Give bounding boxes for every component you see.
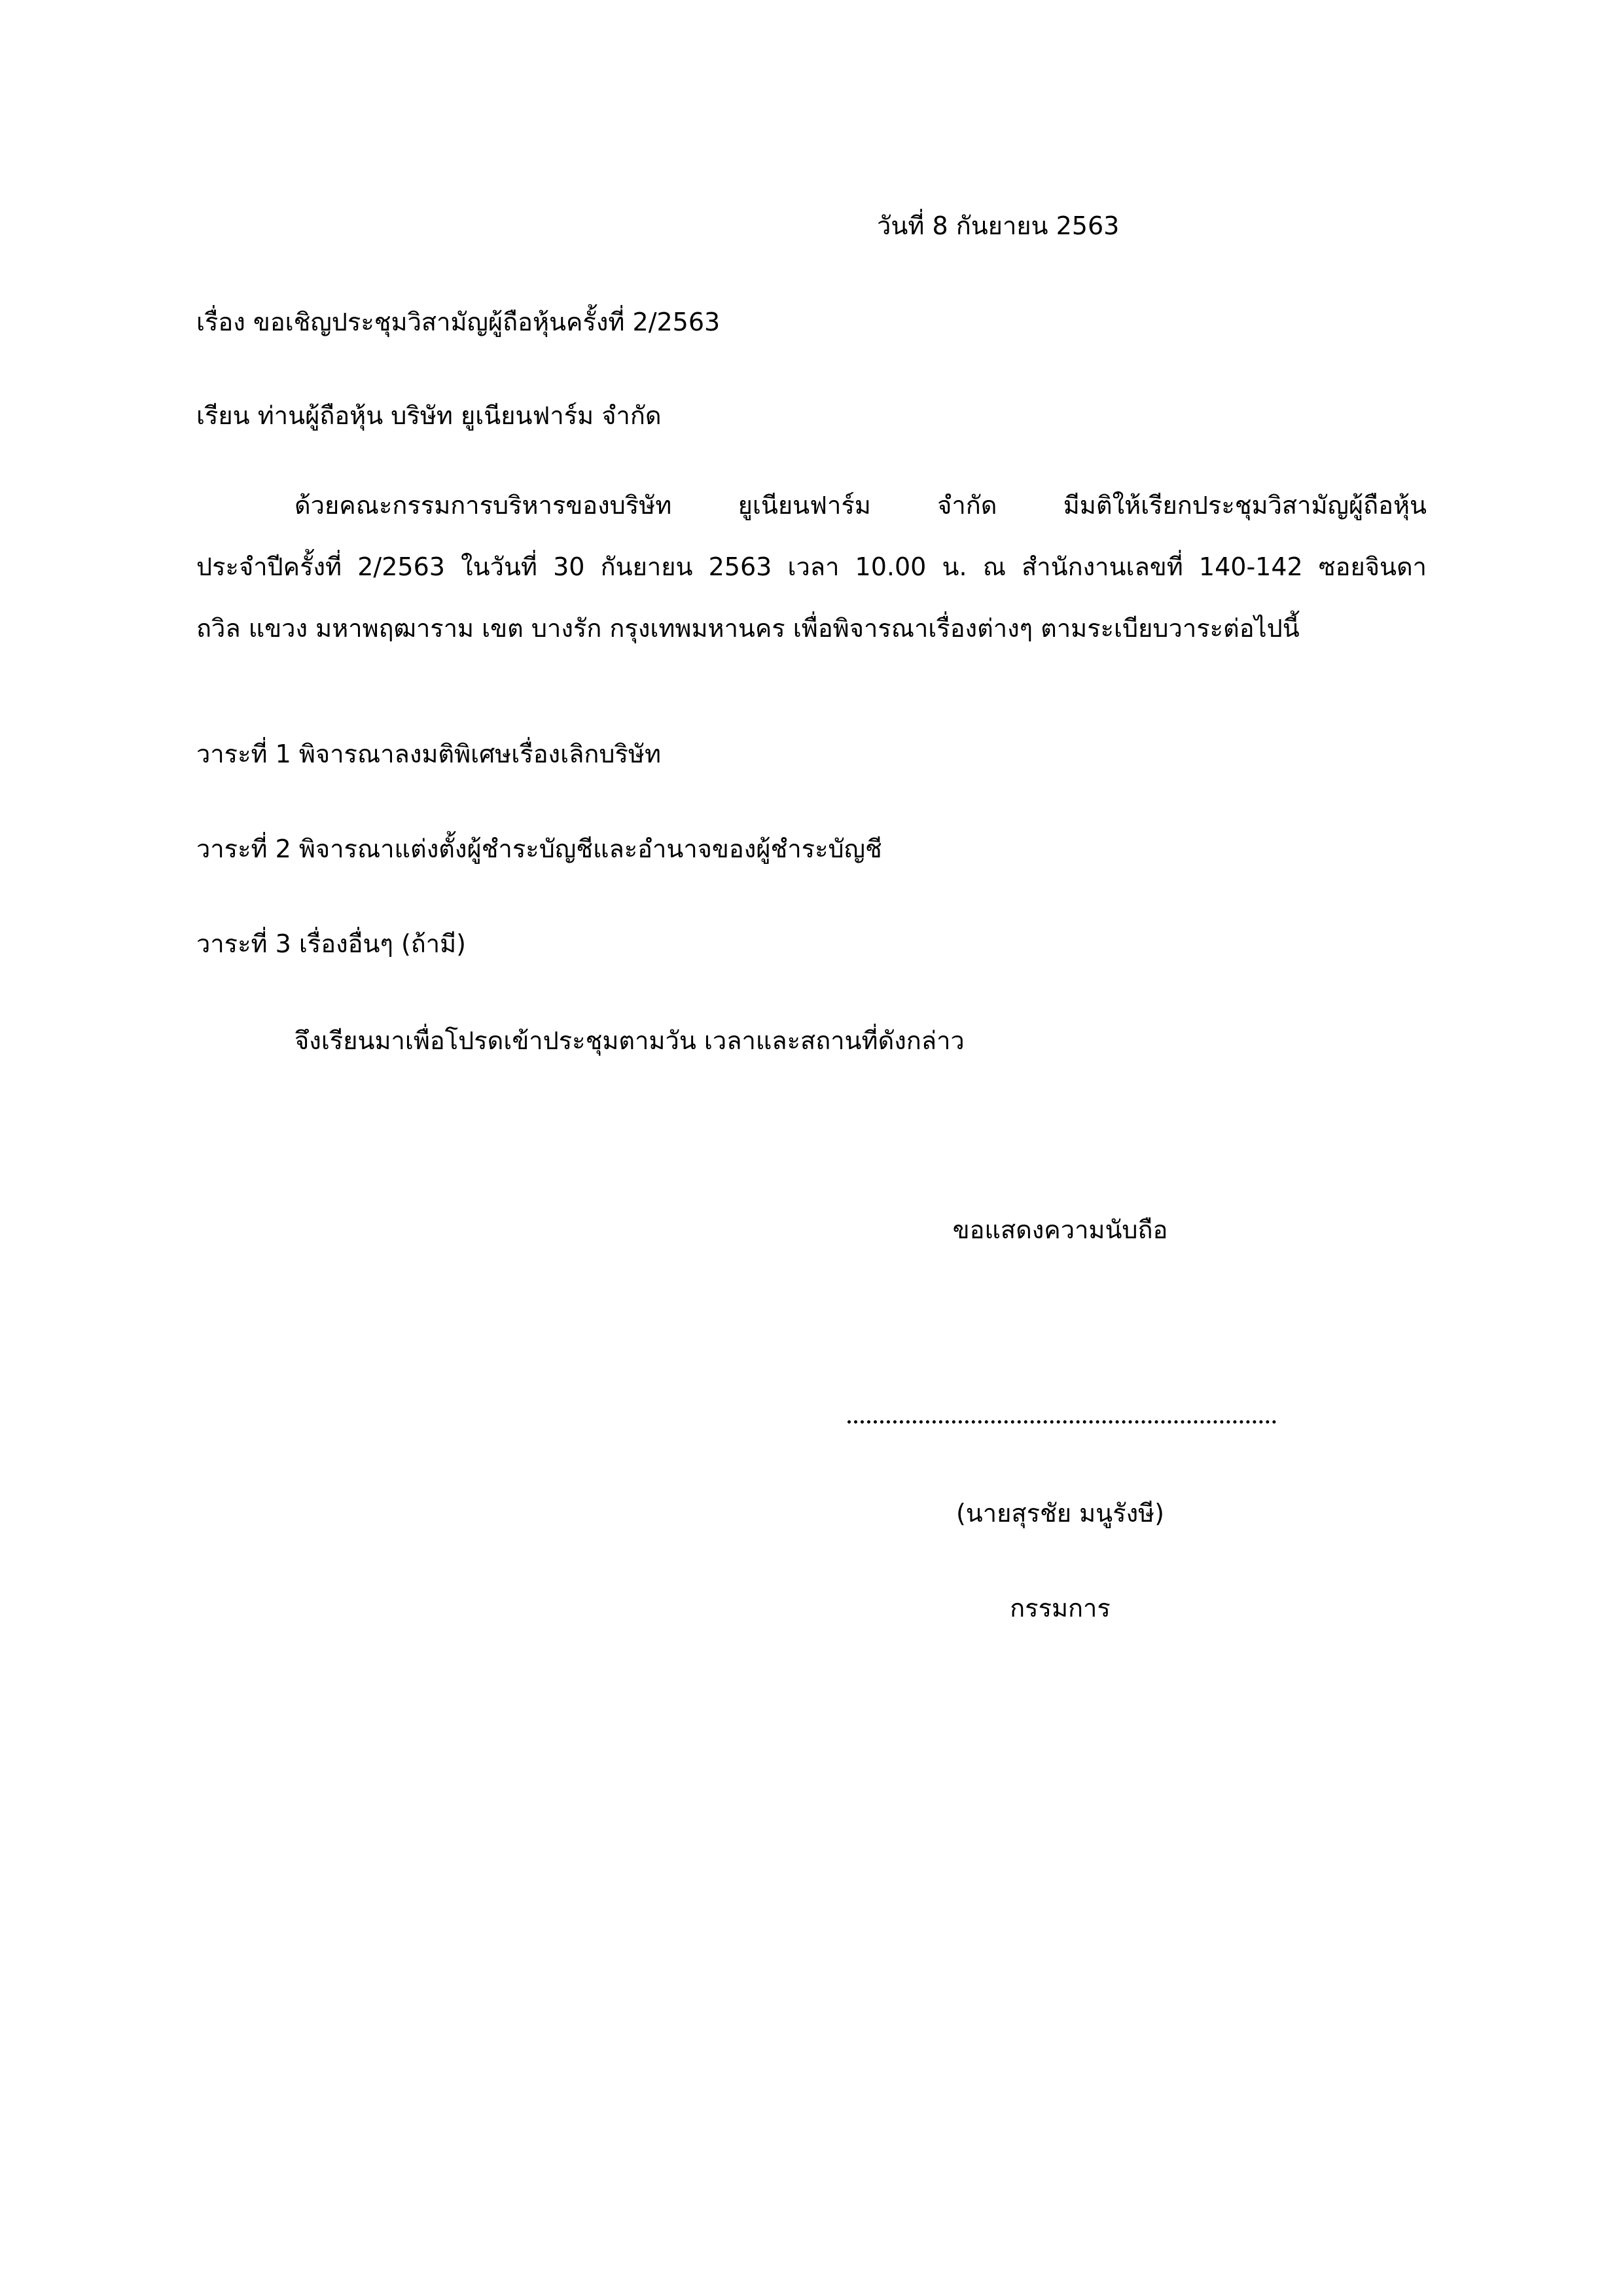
agenda-item-2: วาระที่ 2 พิจารณาแต่งตั้งผู้ชำระบัญชีและอำนาจของผู้ชำระบัญชี	[196, 834, 882, 863]
agenda-item-3: วาระที่ 3 เรื่องอื่นๆ (ถ้ามี)	[196, 929, 466, 958]
closing-sentence: จึงเรียนมาเพื่อโปรดเข้าประชุมตามวัน เวลาและสถานที่ดังกล่าว	[294, 1026, 965, 1055]
letter-recipient: เรียน ท่านผู้ถือหุ้น บริษัท ยูเนียนฟาร์ม จำกัด	[196, 401, 662, 430]
body-line-3: ถวิล แขวง มหาพฤฒาราม เขต บางรัก กรุงเทพมหานคร เพื่อพิจารณาเรื่องต่างๆ ตามระเบียบวาระต่อไปนี้	[196, 614, 1300, 643]
body-line-1: ด้วยคณะกรรมการบริหารของบริษัท ยูเนียนฟาร์ม จำกัด มีมติให้เรียกประชุมวิสามัญผู้ถือหุ้น	[294, 491, 1427, 520]
body-paragraph	[196, 488, 1427, 672]
signatory-name: (นายสุรชัย มนูรังษี)	[955, 1499, 1164, 1528]
letter-subject: เรื่อง ขอเชิญประชุมวิสามัญผู้ถือหุ้นครั้งที่ 2/2563	[196, 308, 721, 336]
body-line-2: ประจำปีครั้งที่ 2/2563 ในวันที่ 30 กันยายน 2563 เวลา 10.00 น. ณ สำนักงานเลขที่ 140-142 ซอยจินดา	[196, 552, 1427, 581]
signature-line	[847, 1420, 1276, 1424]
closing-salutation: ขอแสดงความนับถือ	[952, 1215, 1168, 1244]
letter-date: วันที่ 8 กันยายน 2563	[877, 211, 1120, 240]
signatory-title: กรรมการ	[1010, 1594, 1111, 1623]
agenda-item-1: วาระที่ 1 พิจารณาลงมติพิเศษเรื่องเลิกบริษัท	[196, 740, 661, 768]
